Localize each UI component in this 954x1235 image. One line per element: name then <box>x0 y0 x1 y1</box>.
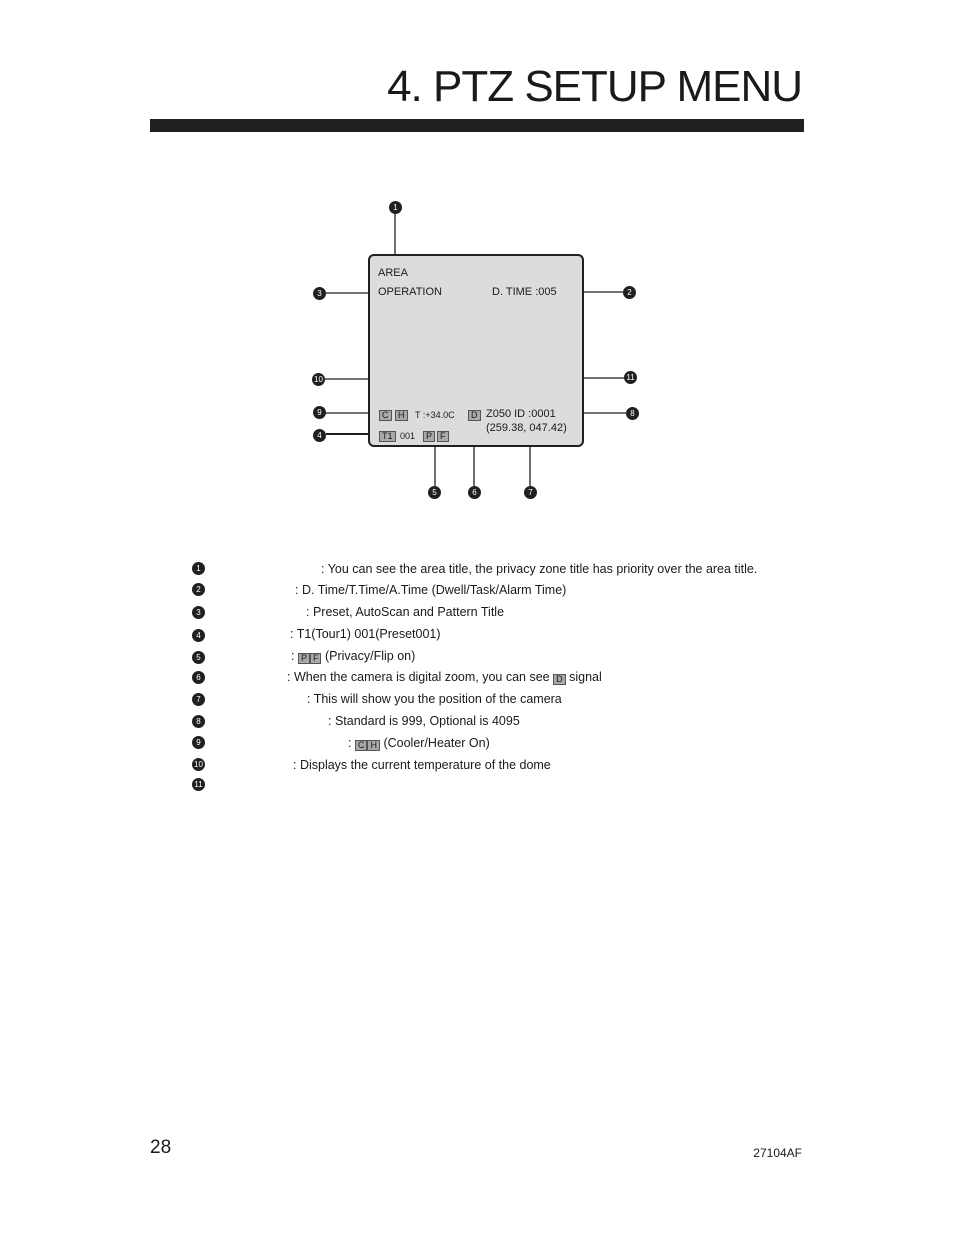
digital-zoom-box: D <box>553 674 566 685</box>
legend-description: : Standard is 999, Optional is 4095 <box>328 714 520 728</box>
osd-heater-box: H <box>395 410 408 421</box>
legend-description: : You can see the area title, the privacy zone title has priority over the area title. <box>321 562 758 576</box>
page-title: 4. PTZ SETUP MENU <box>387 62 802 111</box>
osd-zoom-id: Z050 ID :0001 <box>486 408 556 420</box>
legend-prefix: : <box>348 736 352 750</box>
legend-prefix: : When the camera is digital zoom, you can see <box>287 670 550 684</box>
callout-3: 3 <box>313 287 326 300</box>
legend-number: 5 <box>192 651 205 664</box>
legend-number: 3 <box>192 606 205 619</box>
legend-suffix: (Cooler/Heater On) <box>383 736 490 750</box>
osd-privacy-box: P <box>423 431 435 442</box>
callout-7: 7 <box>524 486 537 499</box>
legend-number: 1 <box>192 562 205 575</box>
legend-description: : T1(Tour1) 001(Preset001) <box>290 627 441 641</box>
osd-temperature: T :+34.0C <box>415 410 455 420</box>
page-number: 28 <box>150 1137 172 1158</box>
callout-11: 11 <box>624 371 637 384</box>
legend-number: 8 <box>192 715 205 728</box>
legend-number: 9 <box>192 736 205 749</box>
callout-2: 2 <box>623 286 636 299</box>
osd-digital-zoom-box: D <box>468 410 481 421</box>
legend-description <box>348 736 490 751</box>
legend-number: 7 <box>192 693 205 706</box>
legend-description: : Displays the current temperature of the dome <box>293 758 551 772</box>
document-code: 27104AF <box>753 1146 802 1160</box>
cooler-box: C <box>355 740 368 751</box>
callout-1: 1 <box>389 201 402 214</box>
callout-9: 9 <box>313 406 326 419</box>
osd-operation-label: OPERATION <box>378 286 442 298</box>
flip-box: F <box>310 653 322 664</box>
osd-diagram <box>0 0 954 520</box>
heater-box: H <box>367 740 380 751</box>
callout-4: 4 <box>313 429 326 442</box>
callout-6: 6 <box>468 486 481 499</box>
osd-preset-number: 001 <box>400 431 416 441</box>
osd-dwell-time: D. TIME :005 <box>492 286 557 298</box>
osd-cooler-box: C <box>379 410 392 421</box>
legend-number: 10 <box>192 758 205 771</box>
legend-description: : This will show you the position of the camera <box>307 692 562 706</box>
osd-tour-box: T1 <box>379 431 396 442</box>
legend-number: 2 <box>192 583 205 596</box>
legend-description: : Preset, AutoScan and Pattern Title <box>306 605 505 619</box>
legend-suffix: (Privacy/Flip on) <box>324 649 416 663</box>
privacy-box: P <box>298 653 310 664</box>
callout-5: 5 <box>428 486 441 499</box>
legend-description <box>291 649 415 664</box>
osd-area-label: AREA <box>378 267 408 279</box>
osd-position: (259.38, 047.42) <box>486 422 567 434</box>
legend-number: 6 <box>192 671 205 684</box>
callout-10: 10 <box>312 373 325 386</box>
legend-description: : D. Time/T.Time/A.Time (Dwell/Task/Alarm Time) <box>295 583 567 597</box>
legend-prefix: : <box>291 649 295 663</box>
osd-flip-box: F <box>437 431 449 442</box>
legend-number: 11 <box>192 778 205 791</box>
legend-number: 4 <box>192 629 205 642</box>
legend-description <box>287 670 602 685</box>
callout-8: 8 <box>626 407 639 420</box>
legend-suffix: signal <box>569 670 602 684</box>
